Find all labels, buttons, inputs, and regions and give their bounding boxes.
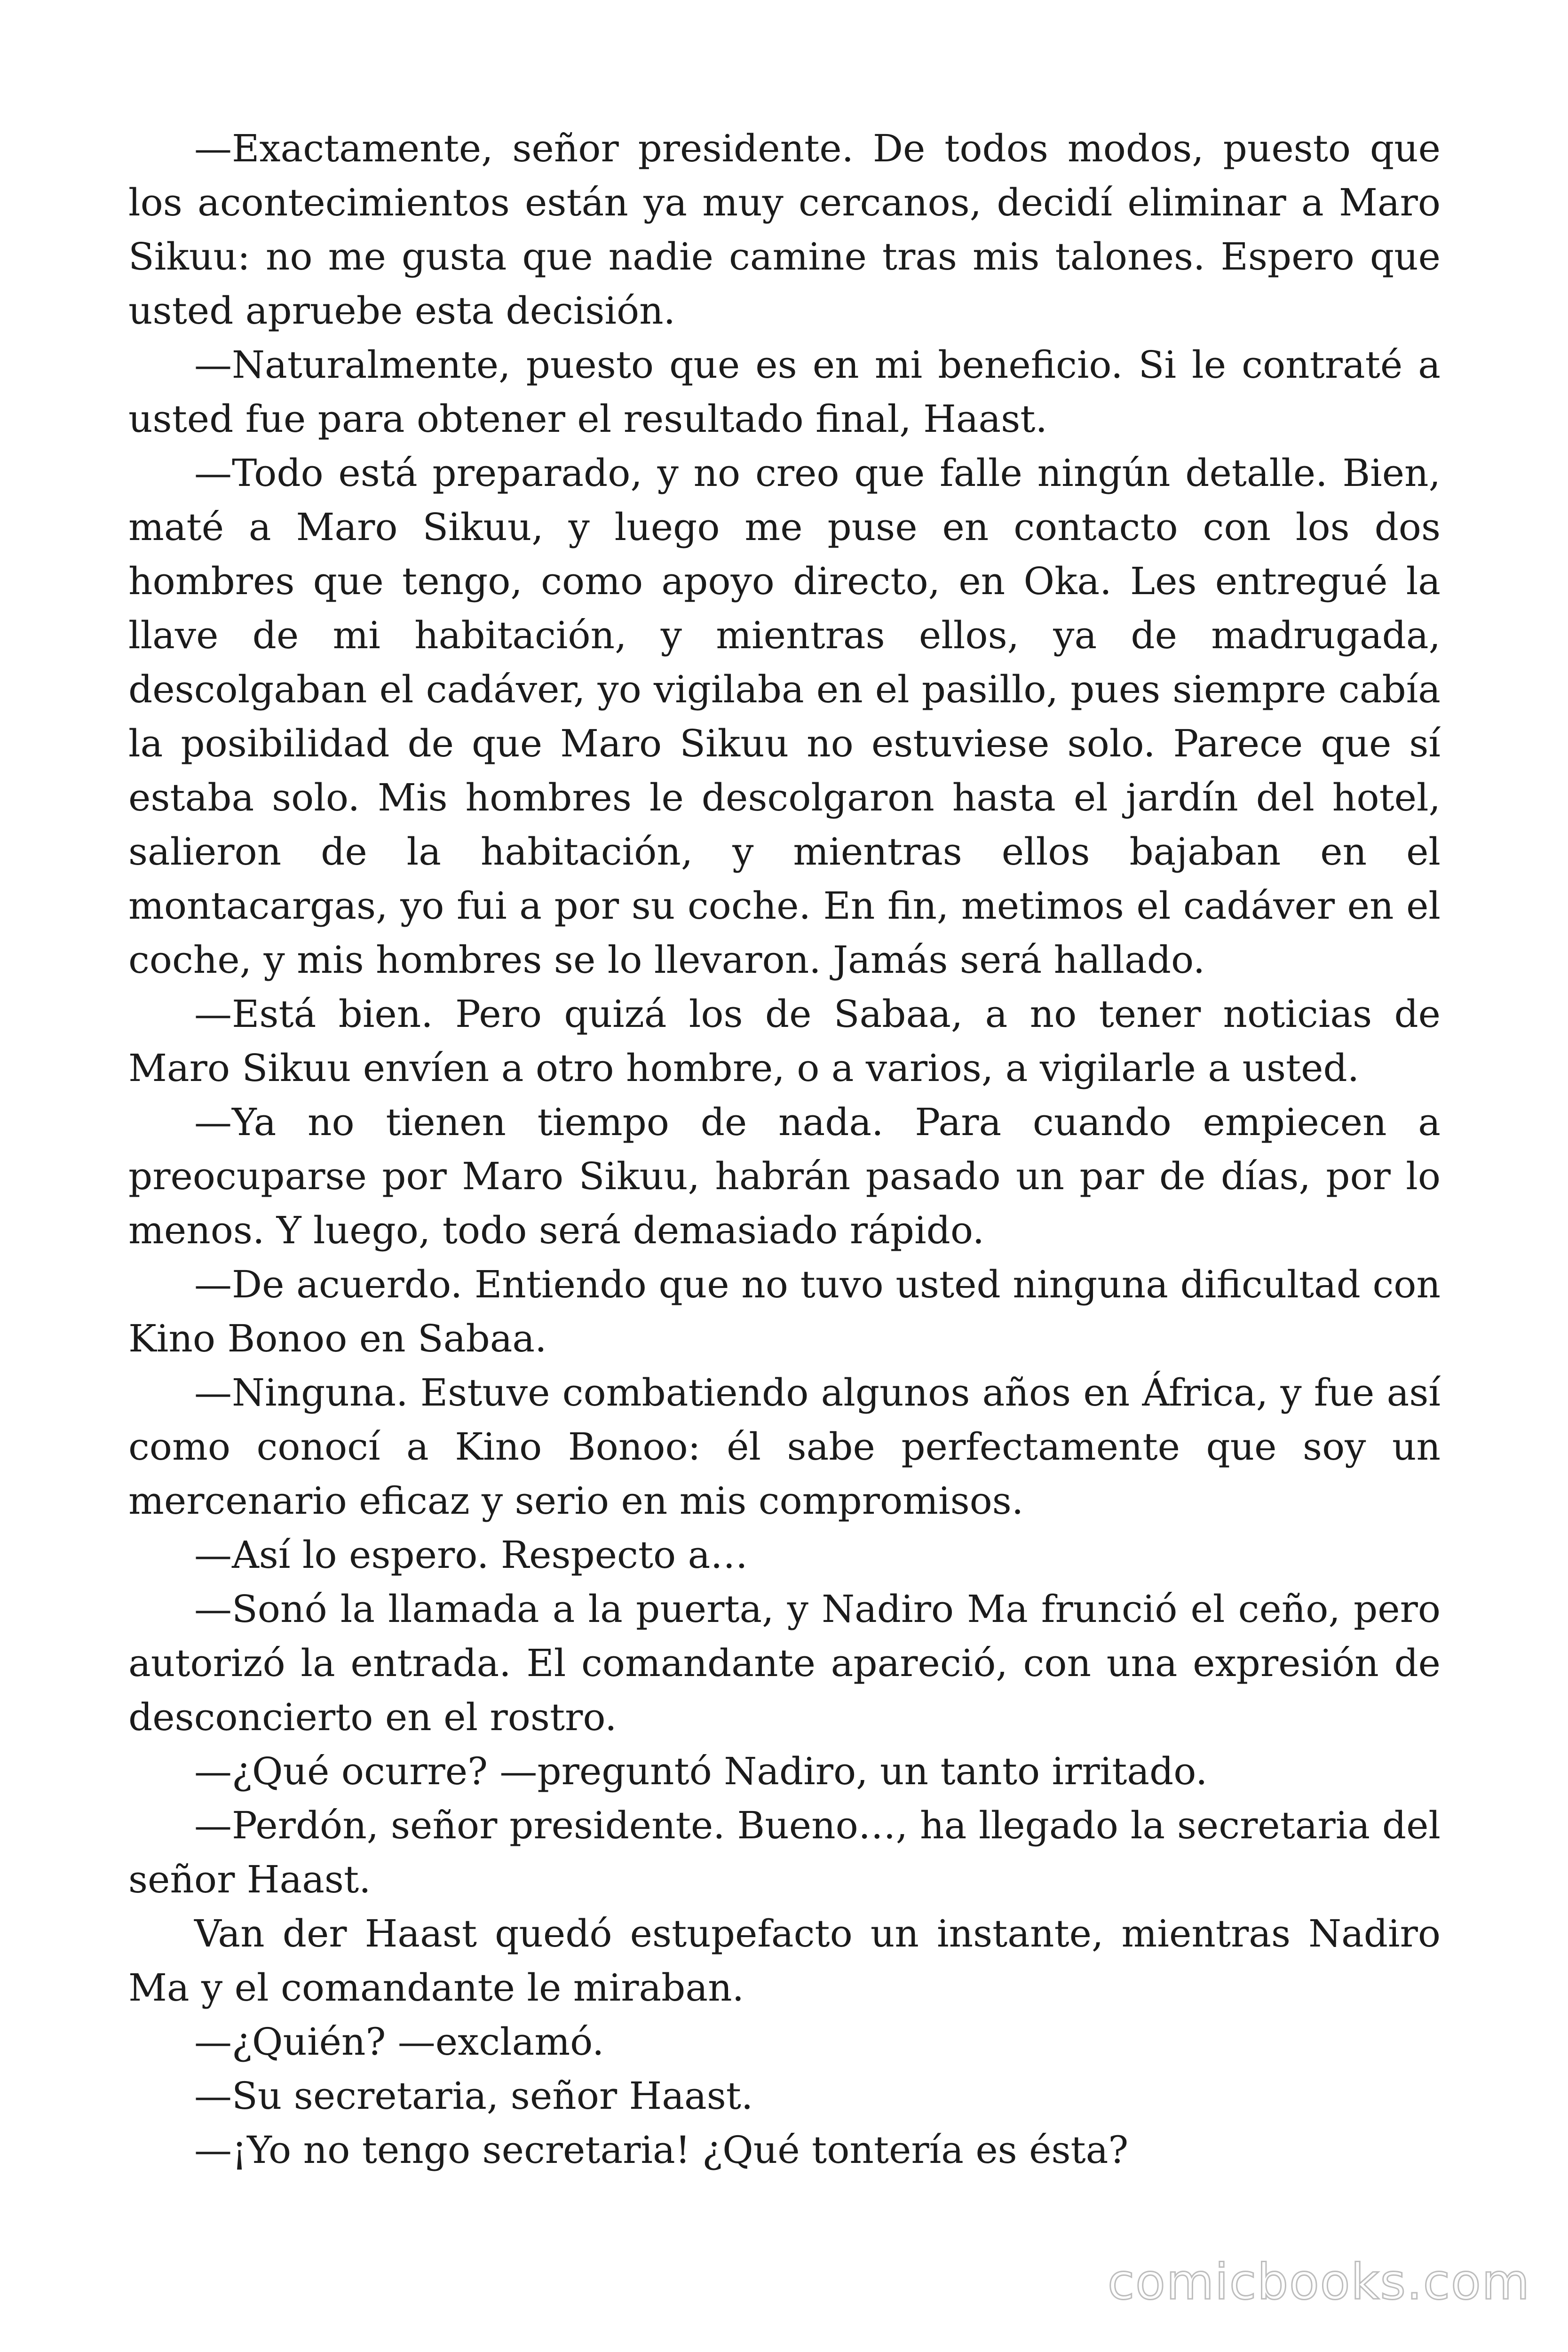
paragraph: —Ninguna. Estuve combatiendo algunos años en África, y fue así como conocí a Kino Bonoo: él sabe perfectamente que soy un mercenario eficaz y serio en mis compromisos. <box>128 1371 1441 1523</box>
paragraph: —Está bien. Pero quizá los de Sabaa, a no tener noticias de Maro Sikuu envíen a otro hombre, o a varios, a vigilarle a usted. <box>128 992 1441 1090</box>
paragraph: —Sonó la llamada a la puerta, y Nadiro Ma frunció el ceño, pero autorizó la entrada. El comandante apareció, con una expresión de desconcierto en el rostro. <box>128 1587 1441 1739</box>
paragraph: —Perdón, señor presidente. Bueno…, ha llegado la secretaria del señor Haast. <box>128 1804 1441 1901</box>
paragraph: —¿Quién? —exclamó. <box>194 2020 604 2064</box>
watermark: comicbooks.com <box>1107 2253 1530 2311</box>
paragraph: —Exactamente, señor presidente. De todos modos, puesto que los acontecimientos están ya muy cercanos, decidí eliminar a Maro Sikuu: no me gusta que nadie camine tras mis talones. Espero que usted apruebe esta decisión. <box>128 127 1441 333</box>
paragraph: —¿Qué ocurre? —preguntó Nadiro, un tanto irritado. <box>194 1749 1208 1793</box>
paragraph: Van der Haast quedó estupefacto un instante, mientras Nadiro Ma y el comandante le miraban. <box>128 1912 1441 2010</box>
paragraph: —Su secretaria, señor Haast. <box>194 2074 753 2118</box>
body-text <box>128 121 1441 2177</box>
paragraph: —¡Yo no tengo secretaria! ¿Qué tontería es ésta? <box>194 2128 1129 2172</box>
paragraph: —Todo está preparado, y no creo que falle ningún detalle. Bien, maté a Maro Sikuu, y luego me puse en contacto con los dos hombres que tengo, como apoyo directo, en Oka. Les entregué la llave de mi habitación, y mientras ellos, ya de madrugada, descolgaban el cadáver, yo vigilaba en el pasillo, pues siempre cabía la posibilidad de que Maro Sikuu no estuviese solo. Parece que sí estaba solo. Mis hombres le descolgaron hasta el jardín del hotel, salieron de la habitación, y mientras ellos bajaban en el montacargas, yo fui a por su coche. En fin, metimos el cadáver en el coche, y mis hombres se lo llevaron. Jamás será hallado. <box>128 451 1441 982</box>
paragraph: —Naturalmente, puesto que es en mi beneficio. Si le contraté a usted fue para obtener el resultado final, Haast. <box>128 343 1441 441</box>
paragraph: —Ya no tienen tiempo de nada. Para cuando empiecen a preocuparse por Maro Sikuu, habrán pasado un par de días, por lo menos. Y luego, todo será demasiado rápido. <box>128 1100 1441 1252</box>
paragraph: —Así lo espero. Respecto a… <box>194 1533 748 1577</box>
paragraph: —De acuerdo. Entiendo que no tuvo usted ninguna dificultad con Kino Bonoo en Sabaa. <box>128 1263 1441 1360</box>
